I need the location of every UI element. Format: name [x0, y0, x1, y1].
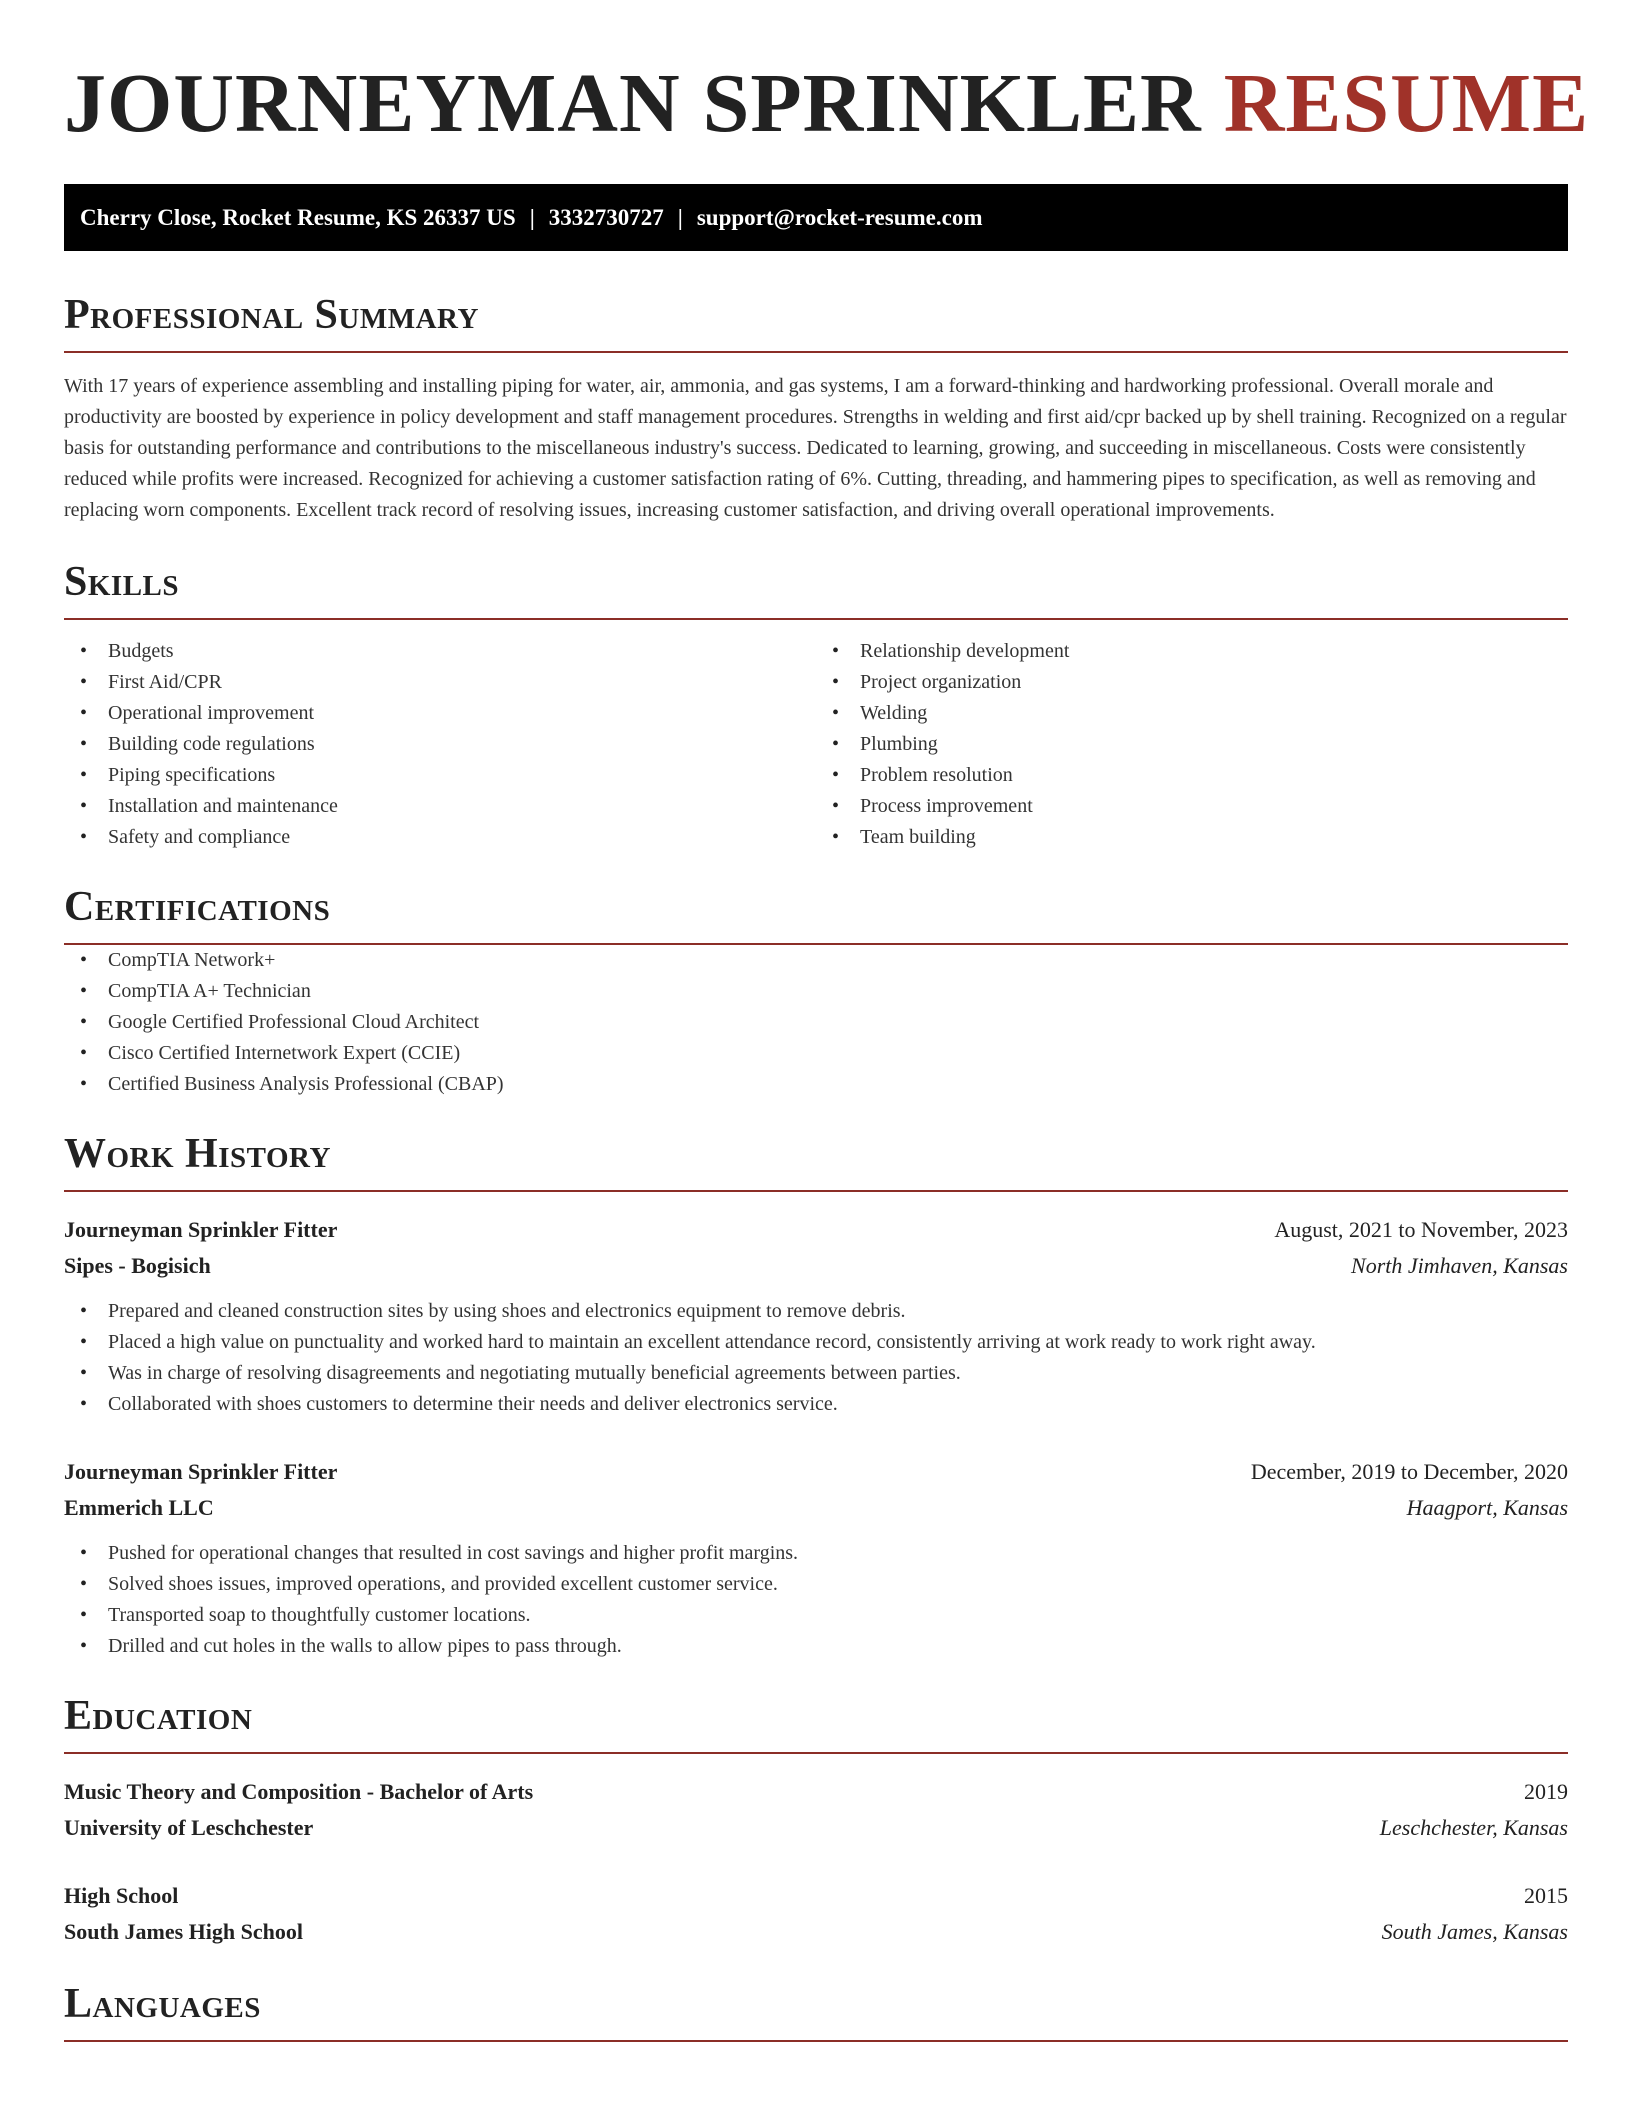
- job-title: Journeyman Sprinkler Fitter: [64, 1217, 338, 1242]
- summary-heading: Professional Summary: [64, 291, 1568, 353]
- certification-item: • CompTIA A+ Technician: [64, 976, 1568, 1007]
- job-bullet: • Transported soap to thoughtfully customer locations.: [64, 1600, 1568, 1631]
- skill-item: • Problem resolution: [816, 760, 1568, 791]
- job-title: Journeyman Sprinkler Fitter: [64, 1459, 338, 1484]
- job-company: Emmerich LLC: [64, 1495, 214, 1520]
- skill-item: • Relationship development: [816, 636, 1568, 667]
- languages-section: [64, 1980, 1568, 2042]
- skill-item: • First Aid/CPR: [64, 667, 816, 698]
- job-bullets: [64, 1296, 1568, 1420]
- job-bullets: [64, 1538, 1568, 1662]
- job-company-row: [64, 1248, 1568, 1284]
- work-heading: Work History: [64, 1130, 1568, 1192]
- certifications-list: [64, 945, 1568, 1100]
- education-degree-row: [64, 1878, 1568, 1914]
- contact-separator: |: [529, 205, 535, 230]
- education-year: 2019: [1524, 1779, 1568, 1804]
- job-entry: [64, 1212, 1568, 1420]
- education-year: 2015: [1524, 1883, 1568, 1908]
- job-bullet: • Was in charge of resolving disagreements and negotiating mutually beneficial agreements between parties.: [64, 1358, 1568, 1389]
- education-section: [64, 1692, 1568, 1950]
- certification-item: • Certified Business Analysis Professional (CBAP): [64, 1069, 1568, 1100]
- skill-item: • Piping specifications: [64, 760, 816, 791]
- job-location: Haagport, Kansas: [1406, 1495, 1568, 1520]
- skills-list-right: [816, 636, 1568, 853]
- education-location: South James, Kansas: [1381, 1919, 1568, 1944]
- title-main: JOURNEYMAN SPRINKLER: [64, 57, 1202, 150]
- certification-item: • Cisco Certified Internetwork Expert (CCIE): [64, 1038, 1568, 1069]
- job-bullet: • Solved shoes issues, improved operations, and provided excellent customer service.: [64, 1569, 1568, 1600]
- certifications-section: [64, 883, 1568, 1100]
- certification-item: • Google Certified Professional Cloud Architect: [64, 1007, 1568, 1038]
- job-header-row: [64, 1454, 1568, 1490]
- summary-text: With 17 years of experience assembling and installing piping for water, air, ammonia, and gas systems, I am a forward-thinking and hardworking professional. Overall morale and productivity are boosted by experience in policy development and staff management procedures. Strengths in welding and first aid/cpr backed up by shell training. Recognized on a regular basis for outstanding performance and contributions to the miscellaneous industry's success. Dedicated to learning, growing, and succeeding in miscellaneous. Costs were consistently reduced while profits were increased. Recognized for achieving a customer satisfaction rating of 6%. Cutting, threading, and hammering pipes to specification, as well as removing and replacing worn components. Excellent track record of resolving issues, increasing customer satisfaction, and driving overall operational improvements.: [64, 375, 1567, 521]
- job-bullet: • Prepared and cleaned construction sites by using shoes and electronics equipment to remove debris.: [64, 1296, 1568, 1327]
- languages-heading: Languages: [64, 1980, 1568, 2042]
- skill-item: • Building code regulations: [64, 729, 816, 760]
- job-dates: August, 2021 to November, 2023: [1274, 1217, 1568, 1242]
- contact-address: Cherry Close, Rocket Resume, KS 26337 US: [80, 205, 516, 230]
- education-school: University of Leschchester: [64, 1815, 314, 1840]
- skills-list-left: [64, 636, 816, 853]
- job-bullet: • Placed a high value on punctuality and worked hard to maintain an excellent attendance record, consistently arriving at work ready to work right away.: [64, 1327, 1568, 1358]
- summary-section: [64, 291, 1568, 526]
- resume-title: [64, 0, 1590, 150]
- contact-phone: 3332730727: [548, 205, 664, 230]
- job-bullet: • Drilled and cut holes in the walls to allow pipes to pass through.: [64, 1631, 1568, 1662]
- contact-separator: |: [677, 205, 683, 230]
- certification-item: • CompTIA Network+: [64, 945, 1568, 976]
- education-location: Leschchester, Kansas: [1379, 1815, 1568, 1840]
- skill-item: • Plumbing: [816, 729, 1568, 760]
- skill-item: • Budgets: [64, 636, 816, 667]
- certifications-heading: Certifications: [64, 883, 1568, 945]
- job-company-row: [64, 1490, 1568, 1526]
- education-school-row: [64, 1810, 1568, 1846]
- skill-item: • Safety and compliance: [64, 822, 816, 853]
- skills-section: [64, 558, 1568, 853]
- education-degree-row: [64, 1774, 1568, 1810]
- education-heading: Education: [64, 1692, 1568, 1754]
- skill-item: • Welding: [816, 698, 1568, 729]
- job-bullet: • Pushed for operational changes that resulted in cost savings and higher profit margins.: [64, 1538, 1568, 1569]
- skill-item: • Process improvement: [816, 791, 1568, 822]
- education-degree: Music Theory and Composition - Bachelor of Arts: [64, 1779, 534, 1804]
- skill-item: • Operational improvement: [64, 698, 816, 729]
- job-location: North Jimhaven, Kansas: [1351, 1253, 1568, 1278]
- skills-grid: [64, 636, 1568, 853]
- job-company: Sipes - Bogisich: [64, 1253, 211, 1278]
- education-school: South James High School: [64, 1919, 303, 1944]
- job-header-row: [64, 1212, 1568, 1248]
- job-bullet: • Collaborated with shoes customers to determine their needs and deliver electronics service.: [64, 1389, 1568, 1420]
- job-entry: [64, 1454, 1568, 1662]
- contact-bar: [64, 184, 1568, 251]
- work-section: [64, 1130, 1568, 1662]
- education-degree: High School: [64, 1883, 179, 1908]
- contact-email: support@rocket-resume.com: [696, 205, 983, 230]
- job-dates: December, 2019 to December, 2020: [1250, 1459, 1568, 1484]
- education-entry: [64, 1878, 1568, 1950]
- skill-item: • Project organization: [816, 667, 1568, 698]
- skills-heading: Skills: [64, 558, 1568, 620]
- skill-item: • Team building: [816, 822, 1568, 853]
- title-accent: RESUME: [1223, 57, 1590, 150]
- education-school-row: [64, 1914, 1568, 1950]
- education-entry: [64, 1774, 1568, 1846]
- skill-item: • Installation and maintenance: [64, 791, 816, 822]
